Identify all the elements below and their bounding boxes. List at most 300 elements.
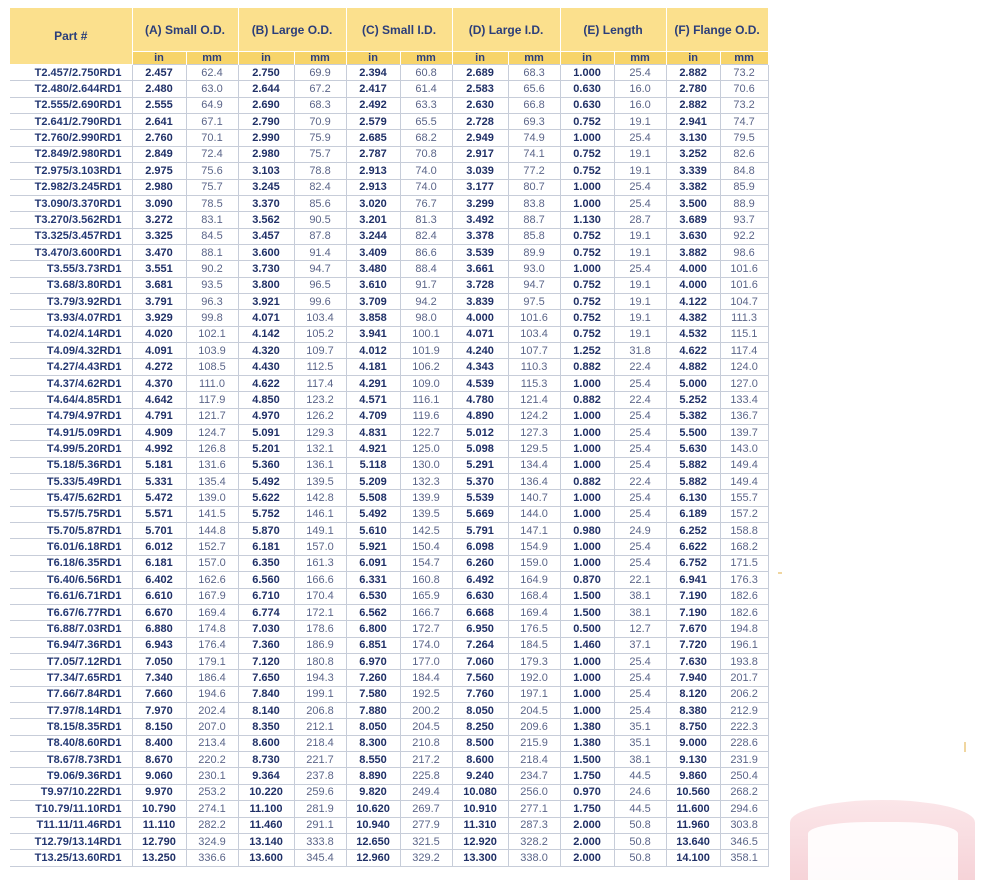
mm-value-cell: 140.7 bbox=[508, 490, 560, 506]
mm-value-cell: 129.5 bbox=[508, 441, 560, 457]
inch-value-cell: 2.690 bbox=[238, 97, 294, 113]
inch-value-cell: 1.000 bbox=[560, 506, 614, 522]
mm-value-cell: 144.8 bbox=[186, 523, 238, 539]
inch-value-cell: 9.000 bbox=[666, 735, 720, 751]
mm-value-cell: 119.6 bbox=[400, 408, 452, 424]
inch-value-cell: 4.882 bbox=[666, 359, 720, 375]
mm-value-cell: 131.6 bbox=[186, 457, 238, 473]
mm-value-cell: 193.8 bbox=[720, 653, 768, 669]
inch-value-cell: 5.571 bbox=[132, 506, 186, 522]
mm-value-cell: 277.9 bbox=[400, 817, 452, 833]
mm-value-cell: 146.1 bbox=[294, 506, 346, 522]
mm-value-cell: 182.6 bbox=[720, 588, 768, 604]
table-row bbox=[10, 424, 768, 440]
inch-value-cell: 6.622 bbox=[666, 539, 720, 555]
inch-value-cell: 4.970 bbox=[238, 408, 294, 424]
mm-value-cell: 80.7 bbox=[508, 179, 560, 195]
mm-value-cell: 74.7 bbox=[720, 114, 768, 130]
inch-value-cell: 5.752 bbox=[238, 506, 294, 522]
mm-value-cell: 215.9 bbox=[508, 735, 560, 751]
inch-value-cell: 5.291 bbox=[452, 457, 508, 473]
mm-value-cell: 24.6 bbox=[614, 784, 666, 800]
part-number-cell: T3.470/3.600RD1 bbox=[10, 244, 132, 260]
inch-value-cell: 2.990 bbox=[238, 130, 294, 146]
inch-value-cell: 6.710 bbox=[238, 588, 294, 604]
inch-value-cell: 8.350 bbox=[238, 719, 294, 735]
inch-value-cell: 3.689 bbox=[666, 212, 720, 228]
inch-value-cell: 2.685 bbox=[346, 130, 400, 146]
mm-value-cell: 206.8 bbox=[294, 703, 346, 719]
inch-value-cell: 5.610 bbox=[346, 523, 400, 539]
inch-value-cell: 4.622 bbox=[666, 343, 720, 359]
table-row bbox=[10, 555, 768, 571]
table-row bbox=[10, 637, 768, 653]
inch-value-cell: 2.641 bbox=[132, 114, 186, 130]
mm-value-cell: 74.1 bbox=[508, 146, 560, 162]
part-number-cell: T11.11/11.46RD1 bbox=[10, 817, 132, 833]
inch-value-cell: 3.562 bbox=[238, 212, 294, 228]
mm-value-cell: 199.1 bbox=[294, 686, 346, 702]
inch-value-cell: 4.992 bbox=[132, 441, 186, 457]
mm-value-cell: 321.5 bbox=[400, 833, 452, 849]
table-row bbox=[10, 195, 768, 211]
inch-value-cell: 4.320 bbox=[238, 343, 294, 359]
inch-value-cell: 2.980 bbox=[238, 146, 294, 162]
inch-value-cell: 1.500 bbox=[560, 588, 614, 604]
inch-value-cell: 10.560 bbox=[666, 784, 720, 800]
mm-value-cell: 70.6 bbox=[720, 81, 768, 97]
inch-value-cell: 3.244 bbox=[346, 228, 400, 244]
inch-value-cell: 6.331 bbox=[346, 572, 400, 588]
inch-value-cell: 11.100 bbox=[238, 801, 294, 817]
mm-value-cell: 182.6 bbox=[720, 604, 768, 620]
mm-value-cell: 152.7 bbox=[186, 539, 238, 555]
mm-value-cell: 69.3 bbox=[508, 114, 560, 130]
table-row bbox=[10, 784, 768, 800]
part-number-cell: T7.97/8.14RD1 bbox=[10, 703, 132, 719]
inch-value-cell: 2.555 bbox=[132, 97, 186, 113]
inch-value-cell: 3.299 bbox=[452, 195, 508, 211]
mm-value-cell: 25.4 bbox=[614, 653, 666, 669]
mm-value-cell: 74.9 bbox=[508, 130, 560, 146]
mm-value-cell: 109.7 bbox=[294, 343, 346, 359]
mm-value-cell: 25.4 bbox=[614, 424, 666, 440]
mm-value-cell: 157.0 bbox=[186, 555, 238, 571]
mm-value-cell: 111.0 bbox=[186, 375, 238, 391]
mm-value-cell: 25.4 bbox=[614, 555, 666, 571]
inch-value-cell: 5.921 bbox=[346, 539, 400, 555]
mm-value-cell: 35.1 bbox=[614, 719, 666, 735]
mm-value-cell: 122.7 bbox=[400, 424, 452, 440]
inch-value-cell: 1.252 bbox=[560, 343, 614, 359]
table-row bbox=[10, 817, 768, 833]
inch-value-cell: 3.370 bbox=[238, 195, 294, 211]
part-number-cell: T2.480/2.644RD1 bbox=[10, 81, 132, 97]
mm-value-cell: 101.6 bbox=[720, 277, 768, 293]
part-number-cell: T8.67/8.73RD1 bbox=[10, 752, 132, 768]
inch-value-cell: 7.660 bbox=[132, 686, 186, 702]
mm-value-cell: 147.1 bbox=[508, 523, 560, 539]
inch-value-cell: 7.190 bbox=[666, 588, 720, 604]
inch-value-cell: 1.460 bbox=[560, 637, 614, 653]
mm-value-cell: 70.1 bbox=[186, 130, 238, 146]
part-number-cell: T2.641/2.790RD1 bbox=[10, 114, 132, 130]
mm-value-cell: 154.7 bbox=[400, 555, 452, 571]
inch-value-cell: 4.240 bbox=[452, 343, 508, 359]
mm-value-cell: 179.3 bbox=[508, 653, 560, 669]
inch-value-cell: 5.181 bbox=[132, 457, 186, 473]
inch-value-cell: 3.201 bbox=[346, 212, 400, 228]
inch-value-cell: 8.730 bbox=[238, 752, 294, 768]
mm-value-cell: 100.1 bbox=[400, 326, 452, 342]
mm-value-cell: 136.4 bbox=[508, 473, 560, 489]
mm-value-cell: 127.0 bbox=[720, 375, 768, 391]
inch-value-cell: 4.532 bbox=[666, 326, 720, 342]
mm-value-cell: 109.0 bbox=[400, 375, 452, 391]
mm-value-cell: 88.7 bbox=[508, 212, 560, 228]
inch-value-cell: 2.480 bbox=[132, 81, 186, 97]
mm-value-cell: 111.3 bbox=[720, 310, 768, 326]
mm-value-cell: 218.4 bbox=[508, 752, 560, 768]
mm-value-cell: 35.1 bbox=[614, 735, 666, 751]
table-row bbox=[10, 850, 768, 866]
inch-value-cell: 1.000 bbox=[560, 375, 614, 391]
inch-value-cell: 8.050 bbox=[346, 719, 400, 735]
table-row bbox=[10, 294, 768, 310]
inch-value-cell: 1.000 bbox=[560, 686, 614, 702]
mm-value-cell: 230.1 bbox=[186, 768, 238, 784]
mm-value-cell: 25.4 bbox=[614, 686, 666, 702]
inch-value-cell: 7.650 bbox=[238, 670, 294, 686]
inch-value-cell: 3.090 bbox=[132, 195, 186, 211]
mm-value-cell: 194.8 bbox=[720, 621, 768, 637]
inch-value-cell: 4.343 bbox=[452, 359, 508, 375]
inch-value-cell: 6.800 bbox=[346, 621, 400, 637]
mm-value-cell: 25.4 bbox=[614, 408, 666, 424]
inch-value-cell: 5.882 bbox=[666, 457, 720, 473]
inch-value-cell: 7.560 bbox=[452, 670, 508, 686]
inch-value-cell: 1.500 bbox=[560, 752, 614, 768]
inch-value-cell: 4.000 bbox=[452, 310, 508, 326]
mm-value-cell: 184.5 bbox=[508, 637, 560, 653]
inch-value-cell: 6.189 bbox=[666, 506, 720, 522]
inch-value-cell: 8.140 bbox=[238, 703, 294, 719]
inch-value-cell: 1.000 bbox=[560, 539, 614, 555]
mm-value-cell: 104.7 bbox=[720, 294, 768, 310]
inch-value-cell: 8.050 bbox=[452, 703, 508, 719]
inch-value-cell: 3.728 bbox=[452, 277, 508, 293]
mm-value-cell: 78.8 bbox=[294, 163, 346, 179]
inch-value-cell: 8.250 bbox=[452, 719, 508, 735]
inch-value-cell: 9.130 bbox=[666, 752, 720, 768]
inch-value-cell: 0.630 bbox=[560, 81, 614, 97]
inch-value-cell: 4.291 bbox=[346, 375, 400, 391]
part-number-cell: T4.79/4.97RD1 bbox=[10, 408, 132, 424]
mm-value-cell: 70.8 bbox=[400, 146, 452, 162]
part-number-cell: T7.66/7.84RD1 bbox=[10, 686, 132, 702]
part-number-cell: T6.88/7.03RD1 bbox=[10, 621, 132, 637]
mm-value-cell: 177.0 bbox=[400, 653, 452, 669]
mm-value-cell: 88.1 bbox=[186, 244, 238, 260]
inch-value-cell: 2.760 bbox=[132, 130, 186, 146]
mm-value-cell: 75.7 bbox=[186, 179, 238, 195]
table-row bbox=[10, 179, 768, 195]
mm-value-cell: 164.9 bbox=[508, 572, 560, 588]
inch-value-cell: 5.209 bbox=[346, 473, 400, 489]
mm-value-cell: 192.0 bbox=[508, 670, 560, 686]
mm-value-cell: 167.9 bbox=[186, 588, 238, 604]
mm-value-cell: 117.4 bbox=[720, 343, 768, 359]
mm-value-cell: 73.2 bbox=[720, 97, 768, 113]
inch-value-cell: 5.382 bbox=[666, 408, 720, 424]
inch-value-cell: 8.550 bbox=[346, 752, 400, 768]
part-number-cell: T4.91/5.09RD1 bbox=[10, 424, 132, 440]
part-number-cell: T3.55/3.73RD1 bbox=[10, 261, 132, 277]
inch-value-cell: 6.610 bbox=[132, 588, 186, 604]
mm-value-cell: 201.7 bbox=[720, 670, 768, 686]
inch-value-cell: 5.201 bbox=[238, 441, 294, 457]
inch-value-cell: 4.430 bbox=[238, 359, 294, 375]
mm-value-cell: 85.8 bbox=[508, 228, 560, 244]
inch-value-cell: 0.752 bbox=[560, 146, 614, 162]
table-row bbox=[10, 621, 768, 637]
part-number-cell: T2.975/3.103RD1 bbox=[10, 163, 132, 179]
mm-value-cell: 281.9 bbox=[294, 801, 346, 817]
mm-value-cell: 65.5 bbox=[400, 114, 452, 130]
mm-value-cell: 200.2 bbox=[400, 703, 452, 719]
mm-value-cell: 105.2 bbox=[294, 326, 346, 342]
inch-value-cell: 2.790 bbox=[238, 114, 294, 130]
inch-value-cell: 2.980 bbox=[132, 179, 186, 195]
inch-value-cell: 13.140 bbox=[238, 833, 294, 849]
inch-value-cell: 2.917 bbox=[452, 146, 508, 162]
inch-value-cell: 4.020 bbox=[132, 326, 186, 342]
mm-value-cell: 220.2 bbox=[186, 752, 238, 768]
small-od-header: (A) Small O.D. bbox=[132, 8, 238, 52]
inch-value-cell: 4.791 bbox=[132, 408, 186, 424]
mm-value-cell: 123.2 bbox=[294, 392, 346, 408]
inch-value-cell: 5.701 bbox=[132, 523, 186, 539]
inch-value-cell: 1.130 bbox=[560, 212, 614, 228]
inch-value-cell: 2.644 bbox=[238, 81, 294, 97]
inch-value-cell: 10.080 bbox=[452, 784, 508, 800]
inch-value-cell: 2.583 bbox=[452, 81, 508, 97]
part-number-cell: T6.94/7.36RD1 bbox=[10, 637, 132, 653]
mm-value-cell: 93.7 bbox=[720, 212, 768, 228]
inch-value-cell: 13.600 bbox=[238, 850, 294, 866]
mm-value-cell: 65.6 bbox=[508, 81, 560, 97]
inch-value-cell: 5.492 bbox=[346, 506, 400, 522]
inch-value-cell: 6.562 bbox=[346, 604, 400, 620]
part-number-cell: T6.61/6.71RD1 bbox=[10, 588, 132, 604]
inch-value-cell: 7.030 bbox=[238, 621, 294, 637]
mm-value-cell: 72.4 bbox=[186, 146, 238, 162]
mm-value-cell: 86.6 bbox=[400, 244, 452, 260]
table-row bbox=[10, 114, 768, 130]
large-od-header: (B) Large O.D. bbox=[238, 8, 346, 52]
table-row bbox=[10, 735, 768, 751]
mm-value-cell: 162.6 bbox=[186, 572, 238, 588]
mm-value-cell: 221.7 bbox=[294, 752, 346, 768]
inch-value-cell: 0.752 bbox=[560, 277, 614, 293]
table-row bbox=[10, 604, 768, 620]
mm-value-cell: 336.6 bbox=[186, 850, 238, 866]
inch-value-cell: 3.791 bbox=[132, 294, 186, 310]
mm-value-cell: 99.8 bbox=[186, 310, 238, 326]
inch-value-cell: 7.190 bbox=[666, 604, 720, 620]
inch-value-cell: 1.380 bbox=[560, 735, 614, 751]
table-row bbox=[10, 228, 768, 244]
mm-value-cell: 96.5 bbox=[294, 277, 346, 293]
inch-value-cell: 7.060 bbox=[452, 653, 508, 669]
inch-value-cell: 7.940 bbox=[666, 670, 720, 686]
mm-value-cell: 124.7 bbox=[186, 424, 238, 440]
mm-value-cell: 22.4 bbox=[614, 392, 666, 408]
inch-value-cell: 12.960 bbox=[346, 850, 400, 866]
inch-value-cell: 4.642 bbox=[132, 392, 186, 408]
inch-value-cell: 4.370 bbox=[132, 375, 186, 391]
inch-value-cell: 7.670 bbox=[666, 621, 720, 637]
mm-value-cell: 25.4 bbox=[614, 65, 666, 81]
inch-value-cell: 6.181 bbox=[238, 539, 294, 555]
inch-value-cell: 0.630 bbox=[560, 97, 614, 113]
table-row bbox=[10, 506, 768, 522]
mm-value-cell: 103.9 bbox=[186, 343, 238, 359]
flange-od-header: (F) Flange O.D. bbox=[666, 8, 768, 52]
inch-value-cell: 9.970 bbox=[132, 784, 186, 800]
mm-value-cell: 168.4 bbox=[508, 588, 560, 604]
mm-value-cell: 91.4 bbox=[294, 244, 346, 260]
unit-in-header: in bbox=[560, 52, 614, 65]
inch-value-cell: 6.012 bbox=[132, 539, 186, 555]
mm-value-cell: 328.2 bbox=[508, 833, 560, 849]
mm-value-cell: 94.2 bbox=[400, 294, 452, 310]
inch-value-cell: 11.310 bbox=[452, 817, 508, 833]
mm-value-cell: 212.9 bbox=[720, 703, 768, 719]
part-number-cell: T9.97/10.22RD1 bbox=[10, 784, 132, 800]
inch-value-cell: 1.000 bbox=[560, 179, 614, 195]
mm-value-cell: 19.1 bbox=[614, 244, 666, 260]
inch-value-cell: 10.910 bbox=[452, 801, 508, 817]
inch-value-cell: 12.650 bbox=[346, 833, 400, 849]
inch-value-cell: 4.091 bbox=[132, 343, 186, 359]
mm-value-cell: 166.6 bbox=[294, 572, 346, 588]
table-row bbox=[10, 833, 768, 849]
mm-value-cell: 24.9 bbox=[614, 523, 666, 539]
inch-value-cell: 3.709 bbox=[346, 294, 400, 310]
length-header: (E) Length bbox=[560, 8, 666, 52]
mm-value-cell: 213.4 bbox=[186, 735, 238, 751]
table-row bbox=[10, 130, 768, 146]
mm-value-cell: 88.9 bbox=[720, 195, 768, 211]
table-row bbox=[10, 801, 768, 817]
inch-value-cell: 10.620 bbox=[346, 801, 400, 817]
mm-value-cell: 124.0 bbox=[720, 359, 768, 375]
inch-value-cell: 10.940 bbox=[346, 817, 400, 833]
inch-value-cell: 10.220 bbox=[238, 784, 294, 800]
table-row bbox=[10, 523, 768, 539]
mm-value-cell: 206.2 bbox=[720, 686, 768, 702]
table-row bbox=[10, 244, 768, 260]
mm-value-cell: 117.9 bbox=[186, 392, 238, 408]
mm-value-cell: 222.3 bbox=[720, 719, 768, 735]
inch-value-cell: 2.787 bbox=[346, 146, 400, 162]
mm-value-cell: 38.1 bbox=[614, 752, 666, 768]
inch-value-cell: 4.071 bbox=[238, 310, 294, 326]
part-number-cell: T10.79/11.10RD1 bbox=[10, 801, 132, 817]
inch-value-cell: 1.380 bbox=[560, 719, 614, 735]
inch-value-cell: 7.720 bbox=[666, 637, 720, 653]
mm-value-cell: 22.1 bbox=[614, 572, 666, 588]
mm-value-cell: 22.4 bbox=[614, 473, 666, 489]
inch-value-cell: 8.150 bbox=[132, 719, 186, 735]
inch-value-cell: 3.730 bbox=[238, 261, 294, 277]
inch-value-cell: 3.378 bbox=[452, 228, 508, 244]
part-number-cell: T6.67/6.77RD1 bbox=[10, 604, 132, 620]
mm-value-cell: 68.3 bbox=[508, 65, 560, 81]
mm-value-cell: 176.5 bbox=[508, 621, 560, 637]
mm-value-cell: 98.6 bbox=[720, 244, 768, 260]
decorative-background-inner bbox=[808, 822, 958, 880]
mm-value-cell: 28.7 bbox=[614, 212, 666, 228]
part-number-cell: T2.760/2.990RD1 bbox=[10, 130, 132, 146]
mm-value-cell: 25.4 bbox=[614, 539, 666, 555]
inch-value-cell: 6.880 bbox=[132, 621, 186, 637]
mm-value-cell: 269.7 bbox=[400, 801, 452, 817]
inch-value-cell: 2.849 bbox=[132, 146, 186, 162]
mm-value-cell: 143.0 bbox=[720, 441, 768, 457]
inch-value-cell: 3.882 bbox=[666, 244, 720, 260]
header-group-row bbox=[10, 8, 768, 52]
inch-value-cell: 2.882 bbox=[666, 65, 720, 81]
inch-value-cell: 2.394 bbox=[346, 65, 400, 81]
inch-value-cell: 3.177 bbox=[452, 179, 508, 195]
inch-value-cell: 6.670 bbox=[132, 604, 186, 620]
inch-value-cell: 0.752 bbox=[560, 228, 614, 244]
mm-value-cell: 19.1 bbox=[614, 326, 666, 342]
table-row bbox=[10, 326, 768, 342]
mm-value-cell: 91.7 bbox=[400, 277, 452, 293]
mm-value-cell: 130.0 bbox=[400, 457, 452, 473]
mm-value-cell: 166.7 bbox=[400, 604, 452, 620]
inch-value-cell: 2.975 bbox=[132, 163, 186, 179]
mm-value-cell: 158.8 bbox=[720, 523, 768, 539]
mm-value-cell: 50.8 bbox=[614, 850, 666, 866]
inch-value-cell: 5.370 bbox=[452, 473, 508, 489]
part-number-cell: T13.25/13.60RD1 bbox=[10, 850, 132, 866]
inch-value-cell: 9.820 bbox=[346, 784, 400, 800]
mm-value-cell: 149.4 bbox=[720, 457, 768, 473]
inch-value-cell: 6.130 bbox=[666, 490, 720, 506]
mm-value-cell: 291.1 bbox=[294, 817, 346, 833]
inch-value-cell: 2.780 bbox=[666, 81, 720, 97]
inch-value-cell: 5.669 bbox=[452, 506, 508, 522]
inch-value-cell: 2.492 bbox=[346, 97, 400, 113]
mm-value-cell: 274.1 bbox=[186, 801, 238, 817]
inch-value-cell: 6.091 bbox=[346, 555, 400, 571]
mm-value-cell: 77.2 bbox=[508, 163, 560, 179]
mm-value-cell: 228.6 bbox=[720, 735, 768, 751]
mm-value-cell: 155.7 bbox=[720, 490, 768, 506]
part-number-cell: T8.40/8.60RD1 bbox=[10, 735, 132, 751]
table-row bbox=[10, 163, 768, 179]
mm-value-cell: 38.1 bbox=[614, 604, 666, 620]
inch-value-cell: 2.941 bbox=[666, 114, 720, 130]
inch-value-cell: 3.103 bbox=[238, 163, 294, 179]
inch-value-cell: 5.000 bbox=[666, 375, 720, 391]
mm-value-cell: 25.4 bbox=[614, 506, 666, 522]
inch-value-cell: 5.622 bbox=[238, 490, 294, 506]
